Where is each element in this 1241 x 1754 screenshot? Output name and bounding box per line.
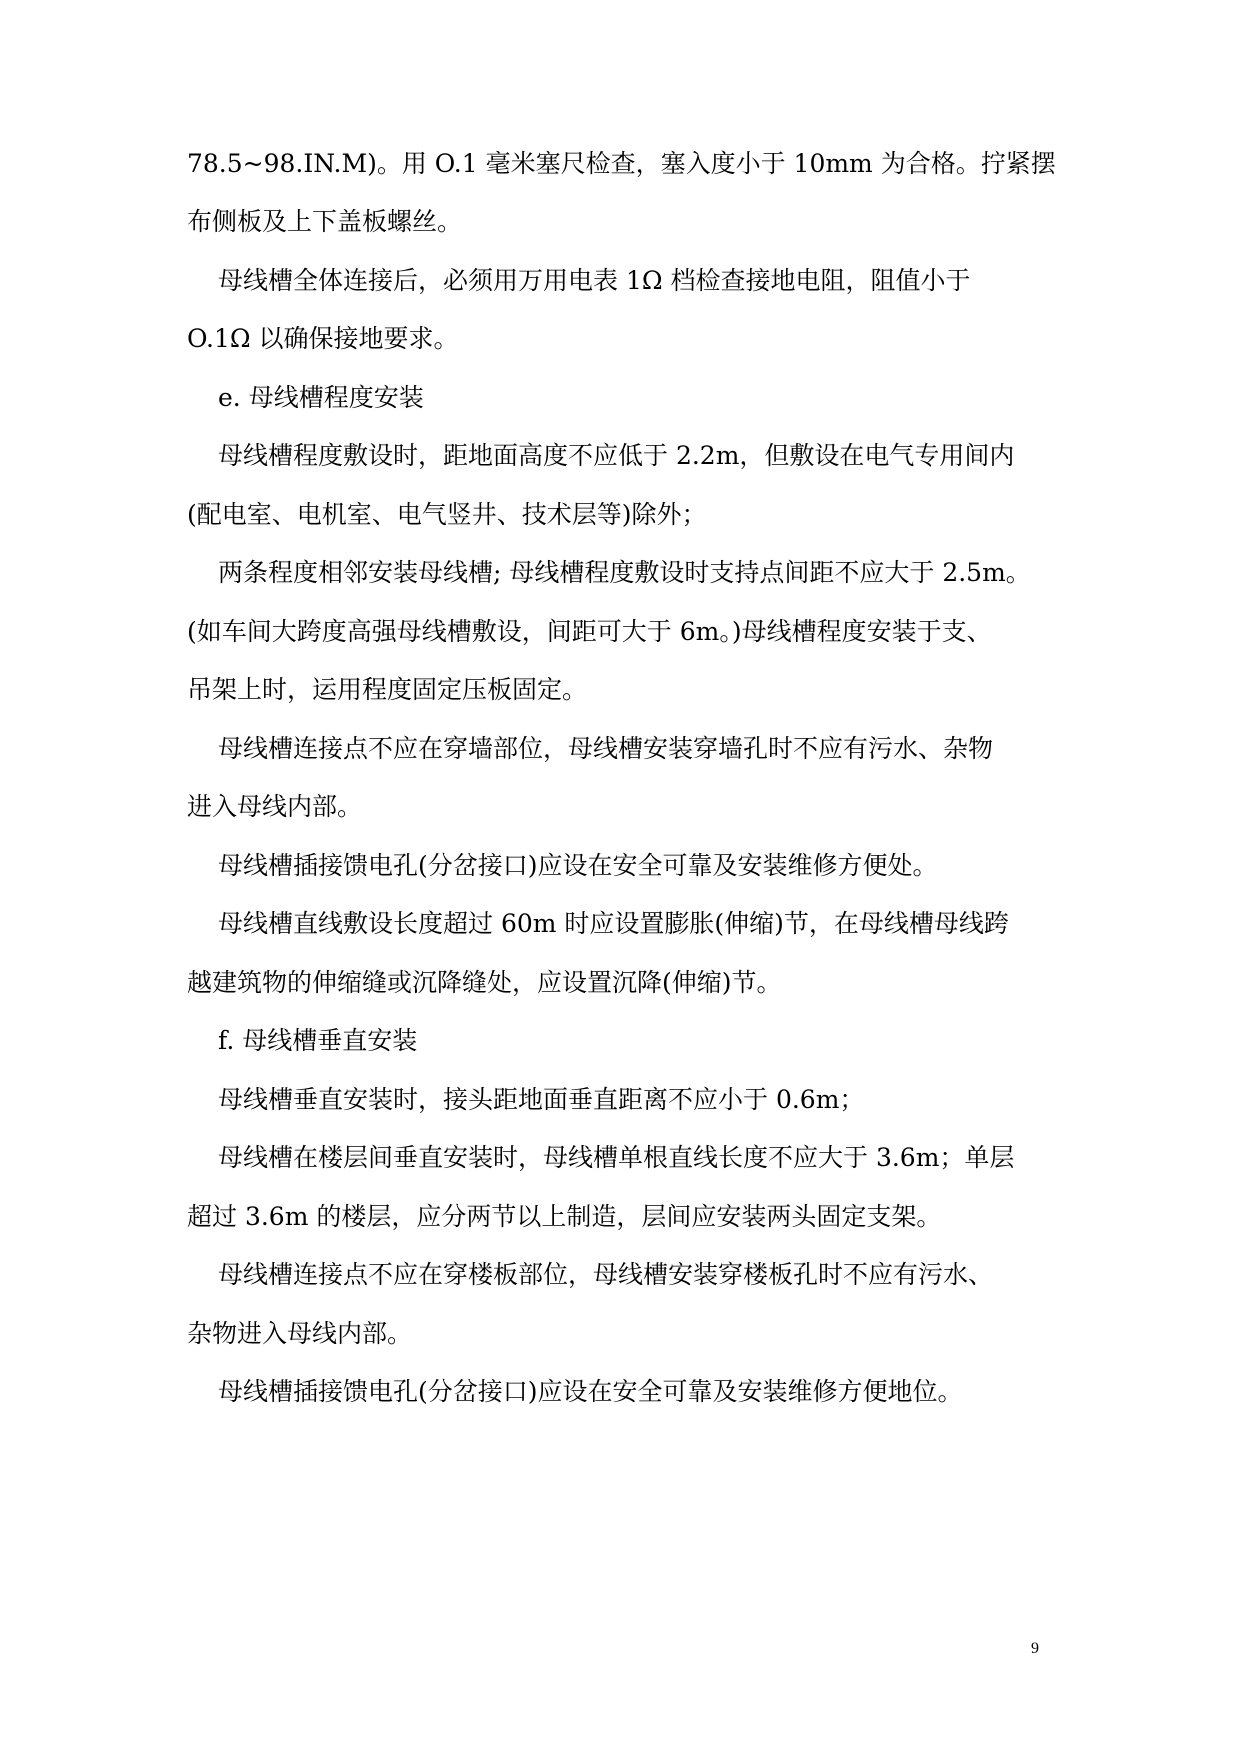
text-line: 两条程度相邻安装母线槽; 母线槽程度敷设时支持点间距不应大于 2.5m。 bbox=[218, 558, 1031, 587]
text-line: 母线槽全体连接后，必须用万用电表 1Ω 档检查接地电阻，阻值小于 bbox=[218, 266, 971, 295]
text-line: (配电室、电机室、电气竖井、技术层等)除外； bbox=[187, 500, 707, 529]
text-line: 母线槽垂直安装时，接头距地面垂直距离不应小于 0.6m； bbox=[218, 1085, 865, 1114]
text-line: O.1Ω 以确保接地要求。 bbox=[187, 324, 459, 353]
text-line: 越建筑物的伸缩缝或沉降缝处，应设置沉降(伸缩)节。 bbox=[187, 968, 782, 997]
text-line: 进入母线内部。 bbox=[187, 792, 363, 821]
text-line: (如车间大跨度高强母线槽敷设，间距可大于 6m。)母线槽程度安装于支、 bbox=[187, 617, 992, 646]
text-line: 杂物进入母线内部。 bbox=[187, 1319, 413, 1348]
text-line: 78.5~98.IN.M)。用 O.1 毫米塞尺检查，塞入度小于 10mm 为合格。拧紧摆 bbox=[187, 149, 1056, 178]
text-line: 布侧板及上下盖板螺丝。 bbox=[187, 207, 463, 236]
text-line: 超过 3.6m 的楼层，应分两节以上制造，层间应安装两头固定支架。 bbox=[187, 1202, 942, 1231]
page-number: 9 bbox=[1031, 1640, 1039, 1657]
section-heading-e: e. 母线槽程度安装 bbox=[218, 383, 424, 412]
text-line: 母线槽程度敷设时，距地面高度不应低于 2.2m，但敷设在电气专用间内 bbox=[218, 441, 1015, 470]
text-line: 母线槽插接馈电孔(分岔接口)应设在安全可靠及安装维修方便地位。 bbox=[218, 1377, 963, 1406]
text-line: 母线槽在楼层间垂直安装时，母线槽单根直线长度不应大于 3.6m；单层 bbox=[218, 1143, 1015, 1172]
text-line: 母线槽直线敷设长度超过 60m 时应设置膨胀(伸缩)节，在母线槽母线跨 bbox=[218, 909, 1009, 938]
text-line: 母线槽连接点不应在穿墙部位，母线槽安装穿墙孔时不应有污水、杂物 bbox=[218, 734, 994, 763]
text-line: 吊架上时，运用程度固定压板固定。 bbox=[187, 675, 588, 704]
text-line: 母线槽连接点不应在穿楼板部位，母线槽安装穿楼板孔时不应有污水、 bbox=[218, 1260, 994, 1289]
section-heading-f: f. 母线槽垂直安装 bbox=[218, 1026, 418, 1055]
text-line: 母线槽插接馈电孔(分岔接口)应设在安全可靠及安装维修方便处。 bbox=[218, 851, 938, 880]
